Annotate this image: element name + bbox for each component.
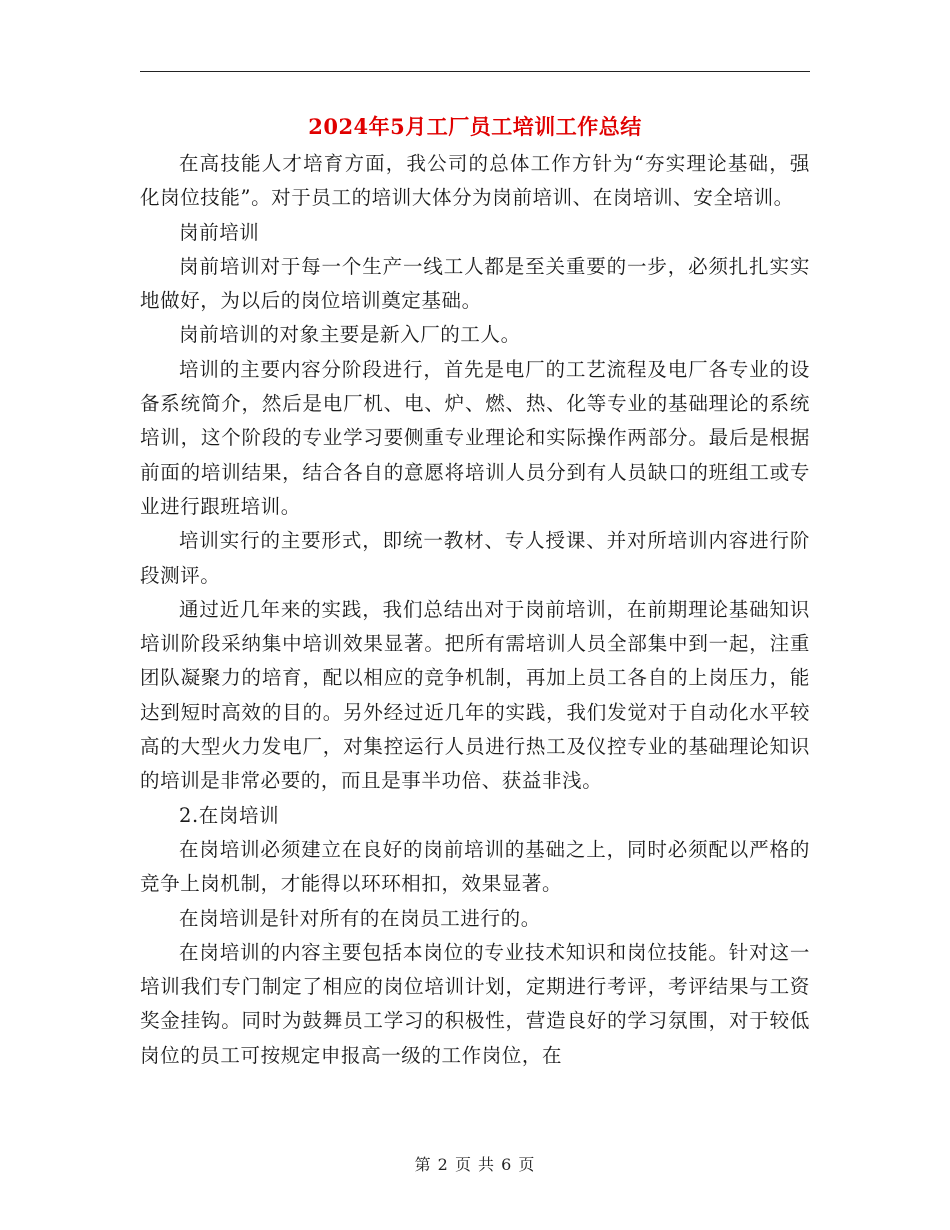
paragraph: 在岗培训的内容主要包括本岗位的专业技术知识和岗位技能。针对这一培训我们专门制定了相应的岗位培训计划，定期进行考评，考评结果与工资奖金挂钩。同时为鼓舞员工学习的积极性，营造良好的学习氛围，对于较低岗位的员工可按规定申报高一级的工作岗位，在 <box>140 940 810 1067</box>
paragraph: 在岗培训是针对所有的在岗员工进行的。 <box>179 906 541 930</box>
paragraph: 岗前培训对于每一个生产一线工人都是至关重要的一步，必须扎扎实实地做好，为以后的岗位培训奠定基础。 <box>140 254 810 313</box>
page-number: 第 2 页 共 6 页 <box>414 1155 536 1174</box>
document-title: 2024年5月工厂员工培训工作总结 <box>308 114 642 139</box>
document-body <box>140 147 810 1073</box>
paragraph: 在岗培训必须建立在良好的岗前培训的基础之上，同时必须配以严格的竞争上岗机制，才能得以环环相扣，效果显著。 <box>140 837 810 896</box>
paragraph-intro: 在高技能人才培育方面，我公司的总体工作方针为“夯实理论基础，强化岗位技能”。对于员工的培训大体分为岗前培训、在岗培训、安全培训。 <box>140 152 810 210</box>
paragraph: 通过近几年来的实践，我们总结出对于岗前培训，在前期理论基础知识培训阶段采纳集中培训效果显著。把所有需培训人员全部集中到一起，注重团队凝聚力的培育，配以相应的竞争机制，再加上员工各自的上岗压力，能达到短时高效的目的。另外经过近几年的实践，我们发觉对于自动化水平较高的大型火力发电厂，对集控运行人员进行热工及仪控专业的基础理论知识的培训是非常必要的，而且是事半功倍、获益非浅。 <box>140 597 810 793</box>
section-heading-on-job-training: 2.在岗培训 <box>179 803 280 827</box>
paragraph: 培训实行的主要形式，即统一教材、专人授课、并对所培训内容进行阶段测评。 <box>140 529 810 587</box>
paragraph: 培训的主要内容分阶段进行，首先是电厂的工艺流程及电厂各专业的设备系统简介，然后是电厂机、电、炉、燃、热、化等专业的基础理论的系统培训，这个阶段的专业学习要侧重专业理论和实际操作两部分。最后是根据前面的培训结果，结合各自的意愿将培训人员分到有人员缺口的班组工或专业进行跟班培训。 <box>140 357 810 518</box>
header-rule <box>140 71 810 72</box>
paragraph: 岗前培训的对象主要是新入厂的工人。 <box>179 323 521 347</box>
section-heading-pre-job-training: 岗前培训 <box>179 220 260 244</box>
